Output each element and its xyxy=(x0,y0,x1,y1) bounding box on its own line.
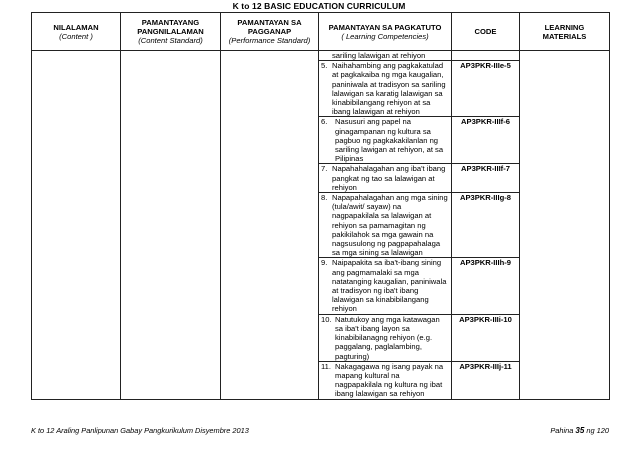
content-cell xyxy=(32,51,121,400)
header-learning-materials: LEARNING MATERIALS xyxy=(520,13,610,51)
content-standard-cell xyxy=(121,51,221,400)
curriculum-table xyxy=(31,12,610,400)
competency-cell: 8. Napapahalagahan ang mga sining (tula/awit/ sayaw) na nagpapakilala sa lalawigan at rehiyon sa pamamagitan ng pakikilahok sa mga gawain na nagsusulong ng pagpapahalaga sa mga sining sa lalawigan xyxy=(319,193,452,258)
table-row-continued xyxy=(32,51,610,61)
code-cell: AP3PKR-IIIg-8 xyxy=(452,193,520,258)
competency-cell: 6. Nasusuri ang papel na ginagampanan ng kultura sa pagbuo ng pagkakakilanlan ng sariling lawigan at rehiyon, at sa Pilipinas xyxy=(319,117,452,164)
header-code: CODE xyxy=(452,13,520,51)
header-content: NILALAMAN (Content ) xyxy=(32,13,121,51)
competency-cell: 10. Natutukoy ang mga katawagan sa iba't ibang layon sa kinabibilanagng rehiyon (e.g. paggalang, paglalambing, pagturing) xyxy=(319,314,452,361)
code-cell xyxy=(452,51,520,61)
performance-standard-cell xyxy=(221,51,319,400)
competency-cell: sariling lalawigan at rehiyon xyxy=(319,51,452,61)
header-learning-competencies: PAMANTAYAN SA PAGKATUTO ( Learning Competencies) xyxy=(319,13,452,51)
footer-page-number: Pahina 35 ng 120 xyxy=(550,426,609,435)
competency-cell: 9. Naipapakita sa iba't-ibang sining ang pagmamalaki sa mga natatanging kaugalian, paniniwala at tradisyon ng iba't ibang lalawigan sa kinabibilangang rehiyon xyxy=(319,258,452,314)
competency-cell: 11. Nakagagawa ng isang payak na mapang kultural na nagpapakilala ng kultura ng ibat ibang lalawigan sa rehiyon xyxy=(319,361,452,399)
code-cell: AP3PKR-IIIh-9 xyxy=(452,258,520,314)
code-cell: AP3PKR-IIIi-10 xyxy=(452,314,520,361)
footer-document-label: K to 12 Araling Panlipunan Gabay Pangkurikulum Disyembre 2013 xyxy=(31,426,249,435)
competency-cell: 5. Naihahambing ang pagkakatulad at pagkakaiba ng mga kaugalian, paniniwala at tradisyon sa sariling lalawigan sa karatig lalawigan sa kinabibilangang rehiyon at sa ibang lalawigan at rehiyon xyxy=(319,61,452,117)
document-title: K to 12 BASIC EDUCATION CURRICULUM xyxy=(232,1,406,11)
code-cell: AP3PKR-IIIf-7 xyxy=(452,164,520,193)
code-cell: AP3PKR-IIIf-6 xyxy=(452,117,520,164)
code-cell: AP3PKR-IIIj-11 xyxy=(452,361,520,399)
competency-cell: 7. Napahahalagahan ang iba't ibang pangkat ng tao sa lalawigan at rehiyon xyxy=(319,164,452,193)
header-performance-standard: PAMANTAYAN SA PAGGANAP (Performance Standard) xyxy=(221,13,319,51)
code-cell: AP3PKR-IIIe-5 xyxy=(452,61,520,117)
table-header-row xyxy=(32,13,610,51)
header-content-standard: PAMANTAYANG PANGNILALAMAN (Content Standard) xyxy=(121,13,221,51)
page-footer xyxy=(31,426,609,435)
learning-materials-cell xyxy=(520,51,610,400)
